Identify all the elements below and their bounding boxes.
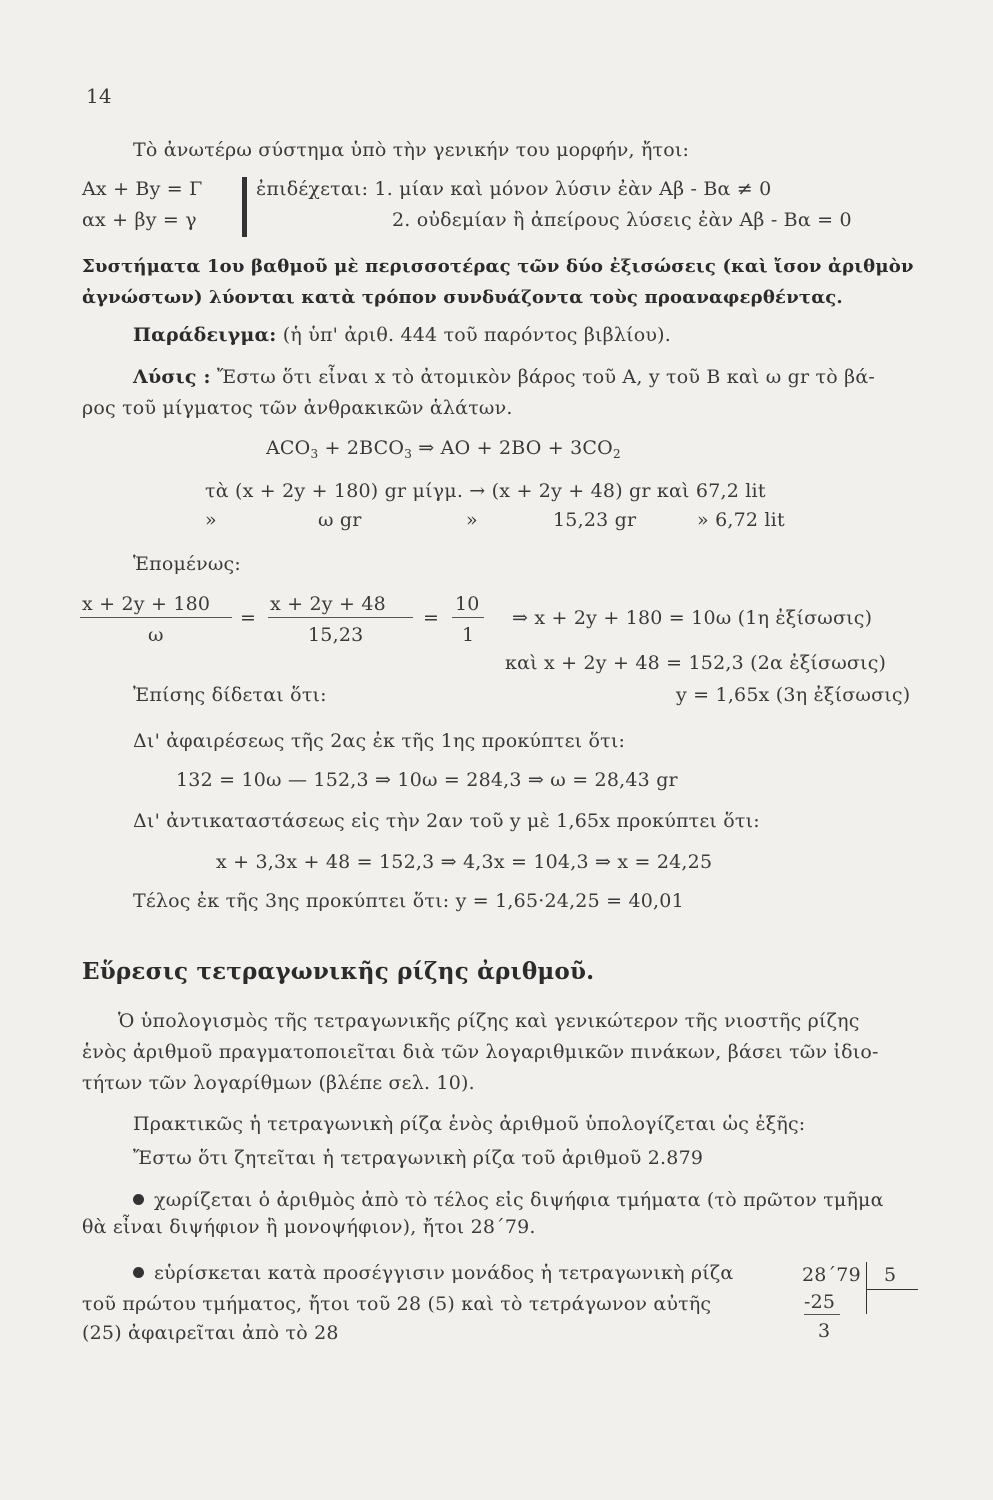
system-eq2: αx + βy = γ: [82, 209, 197, 231]
calc-subtract-line: [804, 1314, 840, 1315]
equals-sign-1: =: [240, 607, 257, 629]
systems-heading-line2: ἀγνώστων) λύονται κατὰ τρόπον συνδυάζοντα τοὺς προαναφερθέντας.: [82, 287, 843, 308]
subtract-text: Δι' ἀφαιρέσεως τῆς 2ας ἐκ τῆς 1ης προκύπτει ὅτι:: [133, 730, 626, 752]
paragraph2-line1: Πρακτικῶς ἡ τετραγωνικὴ ρίζα ἑνὸς ἀριθμοῦ ὑπολογίζεται ὡς ἑξῆς:: [133, 1113, 806, 1135]
intro-line: Τὸ ἀνωτέρω σύστημα ὑπὸ τὴν γενικήν του μορφήν, ἤτοι:: [133, 139, 690, 161]
fraction3-denominator: 1: [462, 624, 475, 646]
equation1-result: ⇒ x + 2y + 180 = 10ω (1η ἐξίσωσις): [512, 607, 873, 629]
fraction3-line: [452, 617, 484, 618]
subtract-result: 132 = 10ω — 152,3 ⇒ 10ω = 284,3 ⇒ ω = 28,43 gr: [176, 769, 678, 791]
fraction1-line: [80, 617, 232, 618]
example-text: (ἡ ὑπ' ἀριθ. 444 τοῦ παρόντος βιβλίου).: [282, 324, 671, 346]
equation2-result: καὶ x + 2y + 48 = 152,3 (2α ἐξίσωσις): [505, 652, 887, 674]
equation3: y = 1,65x (3η ἐξίσωσις): [676, 684, 911, 706]
ratio-row2-mass2: 15,23 gr: [553, 509, 637, 531]
bullet-dot-icon: [133, 1194, 144, 1205]
bullet2-line1: εὑρίσκεται κατὰ προσέγγισιν μονάδος ἡ τετραγωνικὴ ρίζα: [154, 1262, 734, 1284]
fraction2-numerator: x + 2y + 48: [270, 593, 386, 615]
also-given-label: Ἐπίσης δίδεται ὅτι:: [133, 684, 327, 706]
ratio-row2-mass: ω gr: [318, 509, 362, 531]
ratio-row2-ditto2: »: [466, 509, 478, 531]
therefore-label: Ἑπομένως:: [133, 553, 241, 575]
bullet-dot-icon: [133, 1267, 144, 1278]
fraction2-line: [268, 617, 413, 618]
fraction2-denominator: 15,23: [308, 624, 364, 646]
final-result: Τέλος ἐκ τῆς 3ης προκύπτει ὅτι: y = 1,65·24,25 = 40,01: [133, 890, 684, 912]
ratio-row2-ditto1: »: [205, 509, 217, 531]
calc-remainder: 3: [818, 1320, 831, 1342]
reaction-equation: $ACO_3 + 2BCO_3$ ⇒ AO + $2BO + 3CO_2$: [266, 437, 621, 461]
substitute-text: Δι' ἀντικαταστάσεως εἰς τὴν 2αν τοῦ y μὲ 1,65x προκύπτει ὅτι:: [133, 810, 760, 832]
page-number: 14: [86, 84, 112, 108]
bullet1-line1: χωρίζεται ὁ ἀριθμὸς ἀπὸ τὸ τέλος εἰς διψήφια τμήματα (τὸ πρῶτον τμῆμα: [154, 1189, 884, 1211]
example-label: Παράδειγμα:: [133, 324, 277, 346]
bullet1-line2: θὰ εἶναι διψήφιον ἢ μονοψήφιον), ἤτοι 28΄79.: [82, 1216, 536, 1238]
system-bracket: [242, 177, 247, 237]
fraction1-denominator: ω: [148, 624, 164, 646]
bullet2-line2: τοῦ πρώτου τμήματος, ἤτοι τοῦ 28 (5) καὶ τὸ τετράγωνον αὐτῆς: [82, 1293, 712, 1315]
systems-heading-line1: Συστήματα 1ου βαθμοῦ μὲ περισσοτέρας τῶν δύο ἐξισώσεις (καὶ ἴσον ἀριθμὸν: [82, 256, 914, 277]
calc-number: 28΄79: [802, 1264, 861, 1286]
solution-label: Λύσις :: [133, 366, 211, 388]
bullet2-line3: (25) ἀφαιρεῖται ἀπὸ τὸ 28: [82, 1322, 339, 1344]
calc-subtract: -25: [804, 1291, 836, 1313]
equals-sign-2: =: [423, 607, 440, 629]
system-case1: ἐπιδέχεται: 1. μίαν καὶ μόνον λύσιν ἐὰν Aβ - Bα ≠ 0: [256, 178, 772, 200]
paragraph2-line2: Ἔστω ὅτι ζητεῖται ἡ τετραγωνικὴ ρίζα τοῦ ἀριθμοῦ 2.879: [133, 1147, 704, 1169]
section-title: Εὕρεσις τετραγωνικῆς ρίζης ἀριθμοῦ.: [82, 958, 595, 985]
system-case2: 2. οὐδεμίαν ἢ ἀπείρους λύσεις ἐὰν Aβ - Bα = 0: [392, 209, 852, 231]
substitute-result: x + 3,3x + 48 = 152,3 ⇒ 4,3x = 104,3 ⇒ x = 24,25: [216, 851, 713, 873]
fraction3-numerator: 10: [455, 593, 480, 615]
ratio-row2-volume: » 6,72 lit: [697, 509, 785, 531]
fraction1-numerator: x + 2y + 180: [82, 593, 211, 615]
paragraph1-line2: ἑνὸς ἀριθμοῦ πραγματοποιεῖται διὰ τῶν λογαριθμικῶν πινάκων, βάσει τῶν ἰδιο-: [82, 1041, 879, 1063]
solution-text-line2: ρος τοῦ μίγματος τῶν ἀνθρακικῶν ἁλάτων.: [82, 397, 513, 419]
solution-text-line1: Ἔστω ὅτι εἶναι x τὸ ἀτομικὸν βάρος τοῦ A, y τοῦ B καὶ ω gr τὸ βά-: [216, 366, 875, 388]
calc-root: 5: [884, 1264, 897, 1286]
calc-divider-vertical: [866, 1262, 867, 1314]
paragraph1-line3: τήτων τῶν λογαρίθμων (βλέπε σελ. 10).: [82, 1072, 475, 1094]
calc-divider-horizontal: [866, 1289, 918, 1290]
paragraph1-line1: Ὁ ὑπολογισμὸς τῆς τετραγωνικῆς ρίζης καὶ γενικώτερον τῆς νιοστῆς ρίζης: [118, 1010, 860, 1032]
system-eq1: Ax + By = Γ: [82, 178, 203, 200]
ratio-row1: τὰ (x + 2y + 180) gr μίγμ. → (x + 2y + 48) gr καὶ 67,2 lit: [205, 480, 766, 502]
